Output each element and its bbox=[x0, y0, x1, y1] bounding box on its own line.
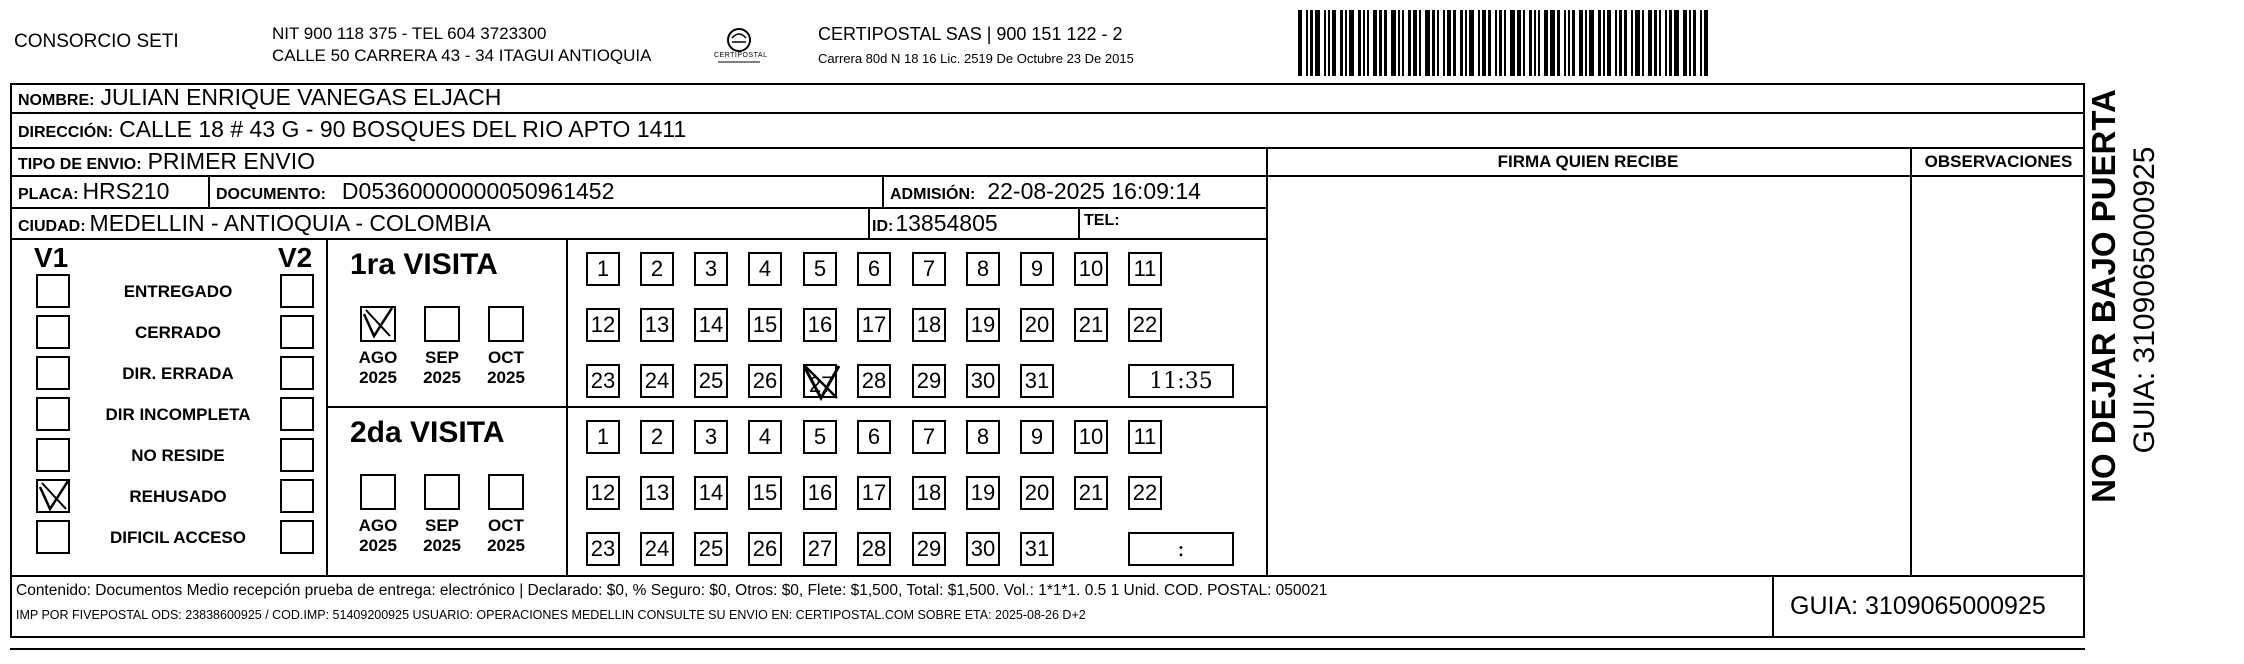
direccion-label: DIRECCIÓN: bbox=[18, 124, 114, 141]
status-label: DIR. ERRADA bbox=[122, 364, 234, 383]
day-box[interactable]: 19 bbox=[966, 308, 1000, 342]
day-box[interactable]: 29 bbox=[912, 532, 946, 566]
day-box[interactable]: 28 bbox=[857, 532, 891, 566]
day-box[interactable]: 12 bbox=[586, 308, 620, 342]
v1-checkbox[interactable] bbox=[36, 356, 70, 390]
time-box[interactable]: : bbox=[1128, 532, 1234, 566]
day-box[interactable]: 10 bbox=[1074, 252, 1108, 286]
admision-label: ADMISIÓN: bbox=[890, 186, 976, 203]
carrier-line-2: Carrera 80d N 18 16 Lic. 2519 De Octubre 23 De 2015 bbox=[818, 51, 1134, 66]
day-box[interactable]: 1 bbox=[586, 420, 620, 454]
id-value: 13854805 bbox=[895, 210, 998, 236]
nombre-row bbox=[18, 84, 501, 111]
month-label: AGO 2025 bbox=[358, 348, 398, 387]
day-box[interactable]: 4 bbox=[748, 420, 782, 454]
v2-checkbox[interactable] bbox=[280, 315, 314, 349]
month-checkbox[interactable] bbox=[360, 306, 396, 342]
day-box[interactable]: 31 bbox=[1020, 532, 1054, 566]
tipo-value: PRIMER ENVIO bbox=[147, 148, 315, 174]
v1-checkbox[interactable] bbox=[36, 479, 70, 513]
direccion-value: CALLE 18 # 43 G - 90 BOSQUES DEL RIO APTO 1411 bbox=[119, 116, 687, 142]
day-box[interactable]: 14 bbox=[694, 308, 728, 342]
admision-value: 22-08-2025 16:09:14 bbox=[987, 178, 1201, 204]
carrier-line-1: CERTIPOSTAL SAS | 900 151 122 - 2 bbox=[818, 24, 1123, 44]
status-label: DIR INCOMPLETA bbox=[105, 405, 251, 424]
month-checkbox[interactable] bbox=[360, 474, 396, 510]
month-label: OCT 2025 bbox=[487, 516, 525, 555]
tel-row bbox=[1084, 212, 1120, 230]
day-box[interactable]: 2 bbox=[640, 420, 674, 454]
documento-label: DOCUMENTO: bbox=[216, 186, 326, 203]
nombre-value: JULIAN ENRIQUE VANEGAS ELJACH bbox=[100, 84, 502, 110]
day-box[interactable]: 30 bbox=[966, 364, 1000, 398]
company-name: CONSORCIO SETI bbox=[14, 31, 179, 52]
tel-label: TEL: bbox=[1084, 212, 1120, 229]
day-box[interactable]: 1 bbox=[586, 252, 620, 286]
day-box[interactable]: 10 bbox=[1074, 420, 1108, 454]
day-box[interactable]: 30 bbox=[966, 532, 1000, 566]
day-box[interactable]: 8 bbox=[966, 252, 1000, 286]
guia-footer: GUIA: 3109065000925 bbox=[1790, 592, 2046, 620]
day-box[interactable]: 19 bbox=[966, 476, 1000, 510]
day-box[interactable]: 5 bbox=[803, 420, 837, 454]
month-checkbox[interactable] bbox=[488, 474, 524, 510]
day-box[interactable]: 21 bbox=[1074, 308, 1108, 342]
day-box[interactable]: 5 bbox=[803, 252, 837, 286]
day-box[interactable]: 16 bbox=[803, 476, 837, 510]
day-box[interactable]: 27 bbox=[803, 532, 837, 566]
v2-checkbox[interactable] bbox=[280, 356, 314, 390]
day-box[interactable]: 11 bbox=[1128, 252, 1162, 286]
day-box[interactable]: 18 bbox=[912, 308, 946, 342]
day-box[interactable]: 20 bbox=[1020, 308, 1054, 342]
day-box[interactable]: 14 bbox=[694, 476, 728, 510]
day-box[interactable]: 15 bbox=[748, 476, 782, 510]
tipo-label: TIPO DE ENVIO: bbox=[18, 156, 142, 173]
v2-checkbox[interactable] bbox=[280, 274, 314, 308]
day-box[interactable]: 24 bbox=[640, 364, 674, 398]
month-label: OCT 2025 bbox=[487, 348, 525, 387]
day-box[interactable]: 21 bbox=[1074, 476, 1108, 510]
imp-text: IMP POR FIVEPOSTAL ODS: 23838600925 / COD.IMP: 51409200925 USUARIO: OPERACIONES MEDELLIN CONSULTE SU ENVIO EN: CERTIPOSTAL.COM SOBRE ETA: 2025-08-26 D+2 bbox=[16, 608, 1086, 622]
day-box[interactable]: 7 bbox=[912, 252, 946, 286]
day-box[interactable]: 26 bbox=[748, 532, 782, 566]
day-box[interactable]: 23 bbox=[586, 532, 620, 566]
nit-line-2: CALLE 50 CARRERA 43 - 34 ITAGUI ANTIOQUIA bbox=[272, 46, 652, 65]
status-label: ENTREGADO bbox=[123, 282, 233, 301]
signature-area[interactable] bbox=[1270, 178, 1906, 572]
v1-checkbox[interactable] bbox=[36, 438, 70, 472]
id-label: ID: bbox=[872, 218, 894, 235]
v1-checkbox[interactable] bbox=[36, 274, 70, 308]
day-box[interactable]: 11 bbox=[1128, 420, 1162, 454]
month-checkbox[interactable] bbox=[424, 474, 460, 510]
day-box[interactable]: 3 bbox=[694, 420, 728, 454]
status-label: CERRADO bbox=[135, 323, 221, 342]
check-mark-icon bbox=[362, 308, 396, 342]
v2-header: V2 bbox=[278, 242, 313, 273]
day-box[interactable]: 28 bbox=[857, 364, 891, 398]
status-label: NO RESIDE bbox=[131, 446, 225, 465]
certipostal-logo: CERTIPOSTAL bbox=[712, 24, 766, 68]
day-box[interactable]: 3 bbox=[694, 252, 728, 286]
v2-checkbox[interactable] bbox=[280, 520, 314, 554]
day-box[interactable]: 13 bbox=[640, 308, 674, 342]
month-checkbox[interactable] bbox=[424, 306, 460, 342]
id-row bbox=[872, 210, 998, 237]
day-box[interactable]: 22 bbox=[1128, 308, 1162, 342]
month-label: SEP 2025 bbox=[423, 516, 461, 555]
v1-checkbox[interactable] bbox=[36, 315, 70, 349]
day-box[interactable]: 25 bbox=[694, 532, 728, 566]
check-mark-icon bbox=[38, 481, 72, 515]
month-checkbox[interactable] bbox=[488, 306, 524, 342]
ciudad-value: MEDELLIN - ANTIOQUIA - COLOMBIA bbox=[89, 210, 491, 236]
day-box[interactable]: 8 bbox=[966, 420, 1000, 454]
side-guia-text: GUIA: 3109065000925 bbox=[2128, 146, 2161, 454]
v2-checkbox[interactable] bbox=[280, 438, 314, 472]
day-box[interactable]: 22 bbox=[1128, 476, 1162, 510]
day-box[interactable]: 31 bbox=[1020, 364, 1054, 398]
month-label: AGO 2025 bbox=[358, 516, 398, 555]
v2-checkbox[interactable] bbox=[280, 397, 314, 431]
v1-checkbox[interactable] bbox=[36, 397, 70, 431]
ciudad-row bbox=[18, 210, 491, 237]
day-box[interactable]: 13 bbox=[640, 476, 674, 510]
day-box[interactable]: 9 bbox=[1020, 252, 1054, 286]
day-box[interactable]: 12 bbox=[586, 476, 620, 510]
day-box[interactable]: 6 bbox=[857, 420, 891, 454]
day-box[interactable]: 23 bbox=[586, 364, 620, 398]
no-dejar-text: NO DEJAR BAJO PUERTA bbox=[2085, 89, 2122, 503]
placa-label: PLACA: bbox=[18, 186, 79, 203]
ciudad-label: CIUDAD: bbox=[18, 218, 86, 235]
day-box[interactable]: 17 bbox=[857, 308, 891, 342]
bottom-rule bbox=[10, 648, 2085, 650]
svg-text:27: 27 bbox=[809, 372, 834, 397]
v1-header: V1 bbox=[34, 242, 69, 273]
observaciones-header: OBSERVACIONES bbox=[1924, 152, 2073, 171]
day-box[interactable] bbox=[803, 364, 837, 398]
time-box[interactable]: 11:35 bbox=[1128, 364, 1234, 398]
v1-checkbox[interactable] bbox=[36, 520, 70, 554]
day-box[interactable]: 26 bbox=[748, 364, 782, 398]
documento-row bbox=[216, 178, 614, 205]
day-check-icon bbox=[801, 362, 841, 402]
visit2-title: 2da VISITA bbox=[350, 416, 505, 449]
day-box[interactable]: 17 bbox=[857, 476, 891, 510]
nit-line-1: NIT 900 118 375 - TEL 604 3723300 bbox=[272, 24, 547, 43]
barcode bbox=[1298, 10, 1918, 76]
day-box[interactable]: 2 bbox=[640, 252, 674, 286]
v2-checkbox[interactable] bbox=[280, 479, 314, 513]
day-box[interactable]: 15 bbox=[748, 308, 782, 342]
day-box[interactable]: 24 bbox=[640, 532, 674, 566]
day-box[interactable]: 6 bbox=[857, 252, 891, 286]
day-box[interactable]: 20 bbox=[1020, 476, 1054, 510]
placa-row bbox=[18, 178, 169, 205]
admision-row bbox=[890, 178, 1201, 205]
documento-value: D05360000000050961452 bbox=[341, 178, 615, 204]
day-box[interactable]: 18 bbox=[912, 476, 946, 510]
day-box[interactable]: 7 bbox=[912, 420, 946, 454]
tipo-row bbox=[18, 148, 315, 175]
day-box[interactable]: 29 bbox=[912, 364, 946, 398]
day-box[interactable]: 16 bbox=[803, 308, 837, 342]
visit1-title: 1ra VISITA bbox=[350, 248, 498, 281]
day-box[interactable]: 25 bbox=[694, 364, 728, 398]
status-label: DIFICIL ACCESO bbox=[109, 528, 246, 547]
firma-header: FIRMA QUIEN RECIBE bbox=[1497, 152, 1679, 171]
day-box[interactable]: 4 bbox=[748, 252, 782, 286]
observations-area[interactable] bbox=[1914, 178, 2082, 572]
direccion-row bbox=[18, 116, 686, 143]
nombre-label: NOMBRE: bbox=[18, 92, 95, 109]
placa-value: HRS210 bbox=[82, 178, 170, 204]
status-label: REHUSADO bbox=[129, 487, 227, 506]
month-label: SEP 2025 bbox=[423, 348, 461, 387]
contenido-text: Contenido: Documentos Medio recepción prueba de entrega: electrónico | Declarado: $0, % Seguro: $0, Otros: $0, Flete: $1,500, Total: $1,500. Vol.: 1*1*1. 0.5 1 Unid. COD. POSTAL: 050021 bbox=[16, 582, 1328, 599]
day-box[interactable]: 9 bbox=[1020, 420, 1054, 454]
